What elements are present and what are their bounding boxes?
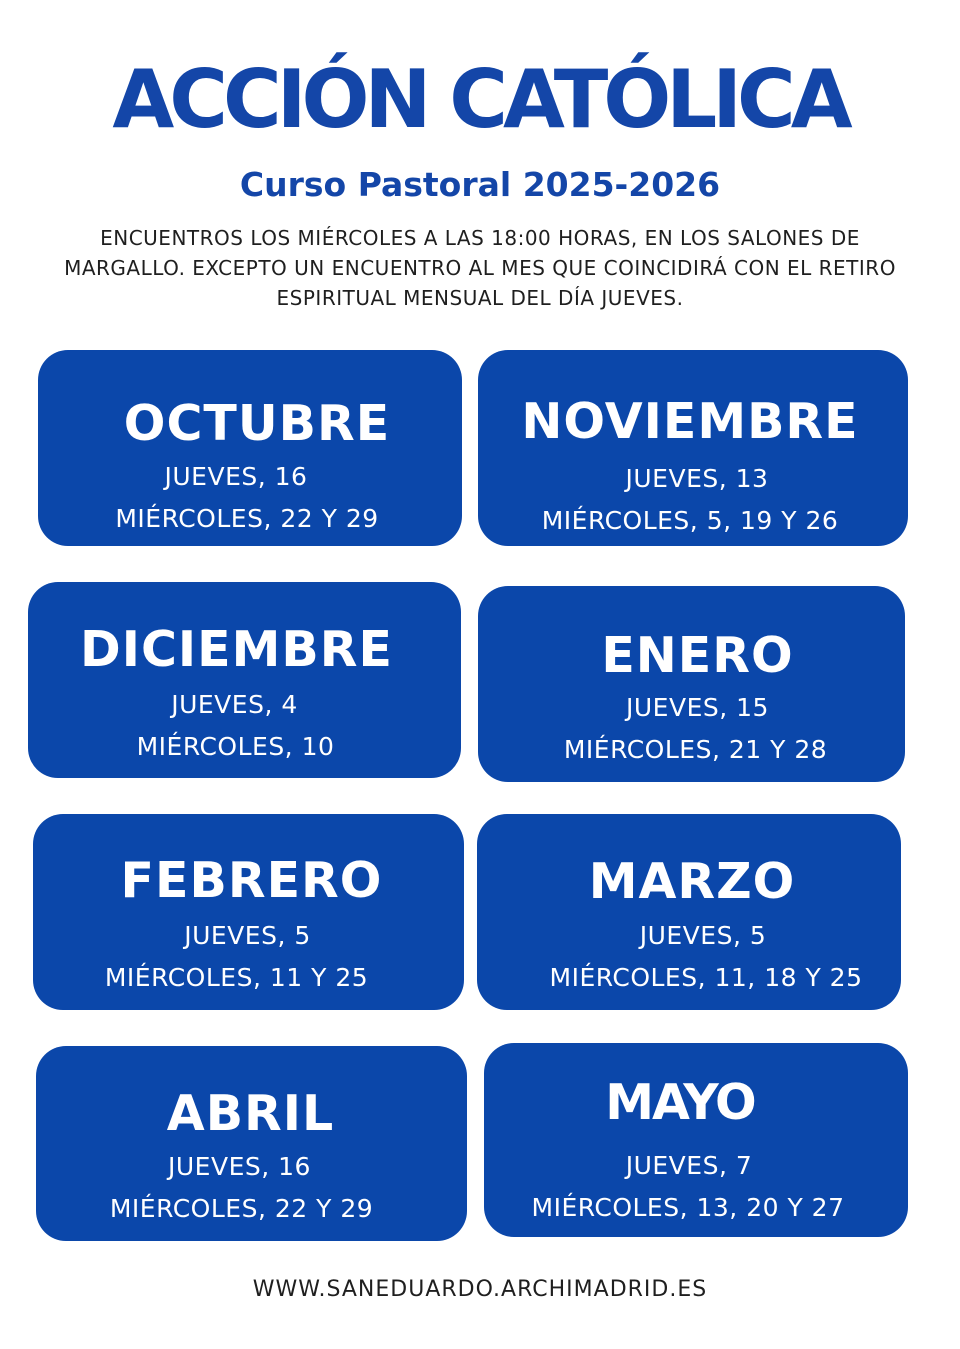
month-card-diciembre xyxy=(28,582,461,778)
page-subtitle: Curso Pastoral 2025-2026 xyxy=(239,165,721,204)
miercoles-dates: MIÉRCOLES, 22 Y 29 xyxy=(115,504,379,533)
month-name: ENERO xyxy=(601,627,794,684)
month-card-noviembre xyxy=(478,350,908,546)
miercoles-dates: MIÉRCOLES, 11 Y 25 xyxy=(104,963,369,992)
website-link[interactable]: WWW.SANEDUARDO.ARCHIMADRID.ES xyxy=(252,1277,708,1302)
jueves-dates: JUEVES, 16 xyxy=(164,462,308,491)
miercoles-dates: MIÉRCOLES, 10 xyxy=(136,732,335,761)
month-card-febrero xyxy=(33,814,464,1010)
intro-text xyxy=(40,223,920,313)
jueves-dates: JUEVES, 5 xyxy=(184,921,311,950)
page-title: ACCIÓN CATÓLICA xyxy=(112,53,848,146)
miercoles-dates: MIÉRCOLES, 21 Y 28 xyxy=(563,735,828,764)
jueves-dates: JUEVES, 13 xyxy=(625,464,769,493)
miercoles-dates: MIÉRCOLES, 11, 18 Y 25 xyxy=(549,963,863,992)
month-card-marzo xyxy=(477,814,901,1010)
intro-line: MARGALLO. EXCEPTO UN ENCUENTRO AL MES QUE COINCIDIRÁ CON EL RETIRO xyxy=(64,256,896,280)
miercoles-dates: MIÉRCOLES, 22 Y 29 xyxy=(109,1194,374,1223)
month-card-abril xyxy=(36,1046,467,1241)
month-name: OCTUBRE xyxy=(123,395,391,452)
jueves-dates: JUEVES, 5 xyxy=(639,921,767,950)
month-name: ABRIL xyxy=(166,1085,335,1142)
month-name: MARZO xyxy=(588,853,796,910)
miercoles-dates: MIÉRCOLES, 13, 20 Y 27 xyxy=(531,1193,845,1222)
month-name: MAYO xyxy=(605,1074,755,1131)
month-card-enero xyxy=(478,586,905,782)
month-name: NOVIEMBRE xyxy=(521,393,859,450)
jueves-dates: JUEVES, 4 xyxy=(171,690,298,719)
intro-line: ESPIRITUAL MENSUAL DEL DÍA JUEVES. xyxy=(276,286,684,310)
jueves-dates: JUEVES, 15 xyxy=(626,693,769,722)
month-card-mayo xyxy=(484,1043,908,1237)
jueves-dates: JUEVES, 16 xyxy=(168,1152,311,1181)
month-card-octubre xyxy=(38,350,462,546)
intro-line: ENCUENTROS LOS MIÉRCOLES A LAS 18:00 HORAS, EN LOS SALONES DE xyxy=(100,226,860,250)
jueves-dates: JUEVES, 7 xyxy=(625,1151,753,1180)
miercoles-dates: MIÉRCOLES, 5, 19 Y 26 xyxy=(541,506,839,535)
month-name: DICIEMBRE xyxy=(80,621,393,678)
month-name: FEBRERO xyxy=(120,852,383,909)
